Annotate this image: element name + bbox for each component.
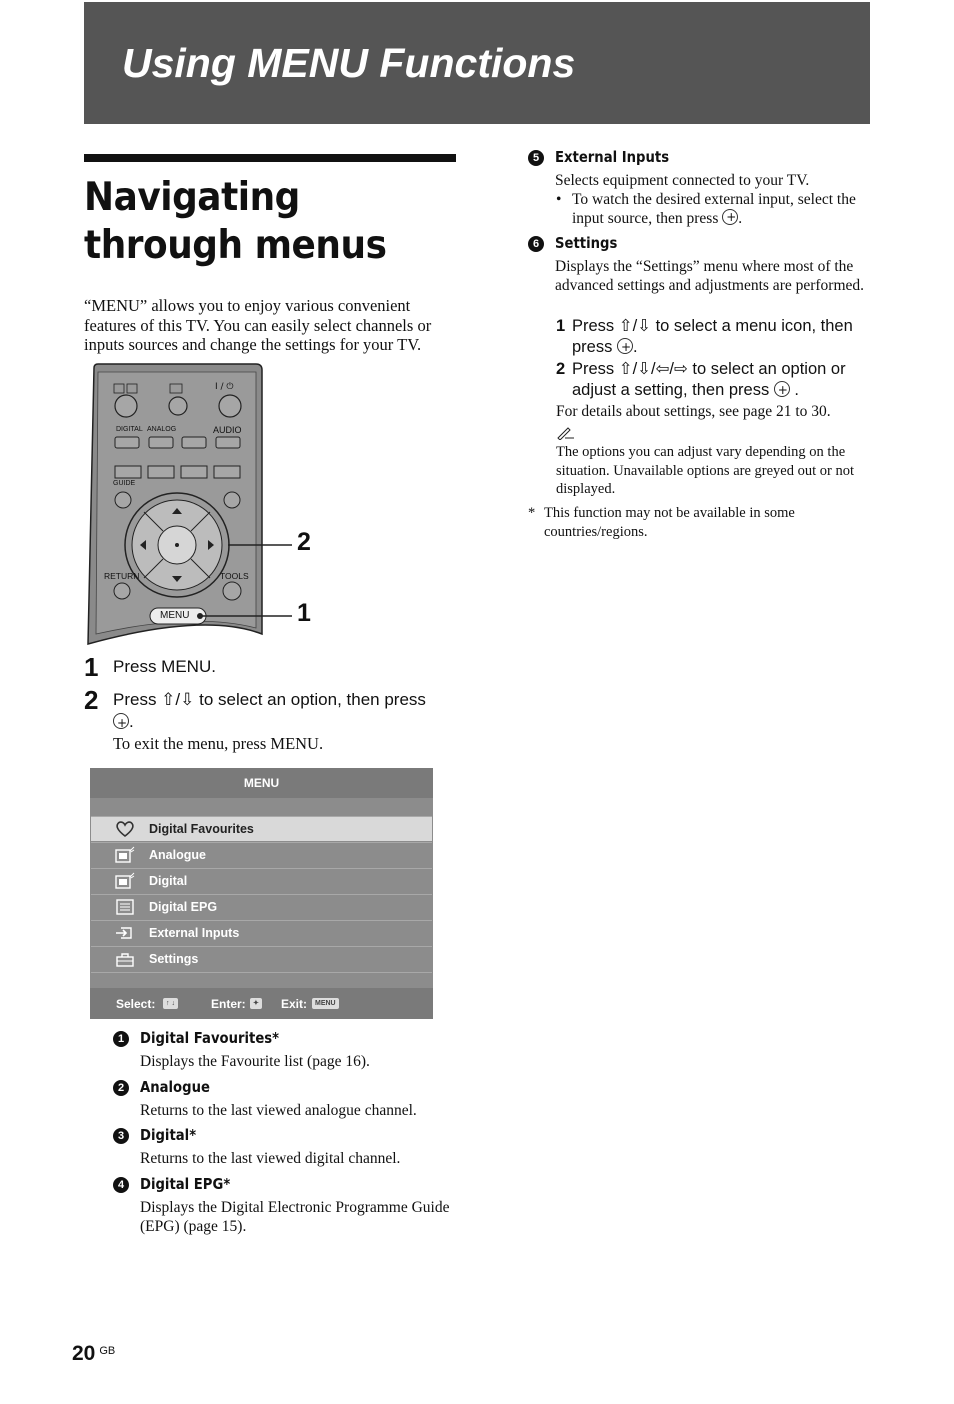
item-description: Selects equipment connected to your TV. (555, 172, 810, 189)
remote-control-drawing (84, 362, 324, 652)
item-title: Digital Favourites* (140, 1029, 280, 1047)
enter-key-icon: ✦ (250, 998, 262, 1009)
bullet-text: To watch the desired external input, select the input source, then press + . (556, 190, 866, 228)
item-description: Displays the Favourite list (page 16). (140, 1053, 370, 1070)
item-number-badge: 4 (113, 1177, 129, 1193)
exit-instruction: To exit the menu, press MENU. (113, 734, 324, 753)
note-pencil-icon (556, 426, 576, 440)
remote-illustration (84, 362, 324, 652)
remote-label-tools: TOOLS (220, 571, 249, 581)
menu-key-icon: MENU (312, 998, 339, 1009)
remote-label-analog: ANALOG (147, 426, 177, 433)
callout-number-2: 2 (297, 528, 311, 556)
step-number: 2 (84, 685, 99, 715)
menu-item-settings[interactable] (91, 946, 432, 971)
external-inputs-bullet (556, 190, 866, 228)
intro-paragraph: “MENU” allows you to enjoy various convenient features of this TV. You can easily select channels or inputs sources and change the settings for your TV. (84, 296, 432, 354)
step-text-content: Press ⇧/⇩ to select a menu icon, then press (572, 317, 853, 356)
item-title: Analogue (140, 1078, 210, 1096)
footnote-mark: * (528, 505, 536, 521)
section-rule (84, 154, 456, 162)
exit-hint: Exit: (281, 997, 308, 1011)
item-description: Displays the Digital Electronic Programme Guide (EPG) (page 15). (140, 1199, 450, 1235)
item-description: Returns to the last viewed digital channel. (140, 1150, 401, 1167)
remote-label-digital: DIGITAL (116, 426, 143, 433)
step-number: 2 (556, 360, 566, 378)
menu-item-label: External Inputs (149, 926, 240, 940)
remote-label-menu: MENU (160, 610, 190, 621)
menu-item-digital-favourites[interactable] (91, 816, 432, 841)
item-title: External Inputs (555, 148, 670, 166)
step-text-content: Press ⇧/⇩ to select an option, then press (113, 690, 426, 709)
menu-screen (90, 768, 433, 1019)
enter-button-icon (617, 338, 633, 354)
remote-label-guide: GUIDE (113, 480, 136, 487)
item-title: Settings (555, 234, 618, 252)
menu-title: MENU (90, 768, 433, 798)
item-title: Digital* (140, 1126, 197, 1144)
footnote: This function may not be available in some countries/regions. (544, 505, 795, 540)
menu-item-label: Settings (149, 952, 199, 966)
bullet-icon: • (556, 191, 562, 208)
menu-spacer-row (91, 972, 432, 987)
page-number (72, 1342, 115, 1366)
item-number-badge: 2 (113, 1080, 129, 1096)
menu-item-analogue[interactable] (91, 842, 432, 867)
menu-item-label: Digital (149, 874, 188, 888)
menu-item-digital[interactable] (91, 868, 432, 893)
input-arrow-icon (115, 924, 135, 942)
item-title: Digital EPG* (140, 1175, 231, 1193)
digital-tv-icon (115, 872, 135, 890)
epg-list-icon (115, 898, 135, 916)
step-number: 1 (556, 317, 566, 335)
settings-details: For details about settings, see page 21 to 30. (556, 403, 831, 420)
chapter-banner (84, 2, 870, 124)
menu-item-label: Digital EPG (149, 900, 218, 914)
select-hint: Select: (116, 997, 156, 1011)
note-text: The options you can adjust vary depending on the situation. Unavailable options are greyed out or not displayed. (556, 444, 854, 497)
menu-item-label: Analogue (149, 848, 206, 862)
item-description: Displays the “Settings” menu where most of the advanced settings and adjustments are performed. (555, 258, 865, 294)
step-number: 1 (84, 652, 99, 682)
callout-number-1: 1 (297, 599, 311, 627)
item-number-badge: 6 (528, 236, 544, 252)
toolbox-icon (115, 950, 135, 968)
menu-item-digital-epg[interactable] (91, 894, 432, 919)
enter-button-icon (113, 713, 129, 729)
menu-item-external-inputs[interactable] (91, 920, 432, 945)
analogue-tv-icon (115, 846, 135, 864)
item-number-badge: 1 (113, 1031, 129, 1047)
enter-button-icon (774, 381, 790, 397)
item-number-badge: 3 (113, 1128, 129, 1144)
step-text: Press ⇧/⇩ to select a menu icon, then press + . (572, 316, 872, 358)
enter-hint: Enter: (211, 997, 246, 1011)
page-region-code: GB (99, 1345, 116, 1357)
left-column (84, 154, 456, 355)
section-title: Navigating through menus (84, 175, 387, 268)
heart-icon (115, 820, 135, 838)
item-description: Returns to the last viewed analogue channel. (140, 1102, 417, 1119)
bullet-text-content: To watch the desired external input, select the input source, then press (572, 191, 856, 227)
step-text-content: Press ⇧/⇩/⇦/⇨ to select an option or adjust a setting, then press (572, 360, 846, 399)
step-text: Press ⇧/⇩/⇦/⇨ to select an option or adjust a setting, then press + . (572, 359, 872, 401)
up-down-key-icon: ↑ ↓ (163, 998, 178, 1009)
item-number-badge: 5 (528, 150, 544, 166)
chapter-title: Using MENU Functions (122, 40, 576, 86)
menu-item-label: Digital Favourites (149, 822, 254, 836)
step-text: Press MENU. (113, 657, 216, 676)
enter-button-icon (722, 209, 738, 225)
remote-label-return: RETURN (104, 571, 140, 581)
remote-label-power: I / ⏻ (215, 382, 234, 392)
menu-help-bar (90, 988, 433, 1019)
page-number-value: 20 (72, 1342, 96, 1365)
remote-label-audio: AUDIO (213, 425, 242, 435)
step-text: Press ⇧/⇩ to select an option, then press +. (113, 689, 463, 733)
